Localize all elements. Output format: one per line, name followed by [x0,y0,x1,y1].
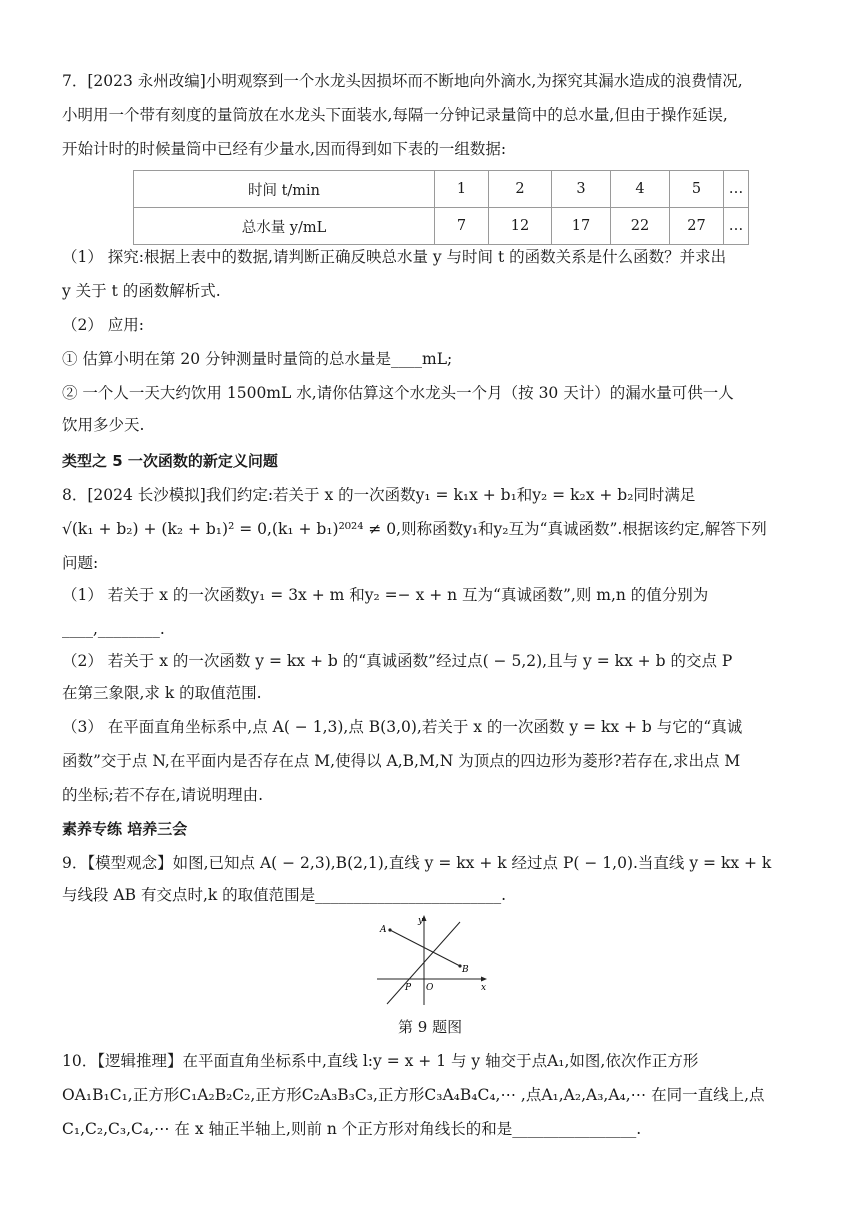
table-cell: 12 [489,208,552,245]
q8-line-3: 问题: [62,554,99,572]
table-cell: 5 [670,171,724,208]
q8-part1-line-1: （1） 若关于 x 的一次函数y₁ = 3x + m 和y₂ =− x + n 互为“真诚函数”,则 m,n 的值分别为 [62,586,709,604]
table-cell: 7 [435,208,489,245]
section-title-type5: 类型之 5 一次函数的新定义问题 [62,452,278,470]
label-o: O [426,983,434,993]
q7-line-2: 小明用一个带有刻度的量筒放在水龙头下面装水,每隔一分钟记录量筒中的总水量,但由于操作延误, [62,106,728,124]
q7-part2-b-line-1: ② 一个人一天大约饮用 1500mL 水,请你估算这个水龙头一个月（按 30 天计）的漏水量可供一人 [62,384,734,402]
table-cell: … [724,171,749,208]
q9-line-2: 与线段 AB 有交点时,k 的取值范围是________________________. [62,886,507,904]
q8-part2-line-1: （2） 若关于 x 的一次函数 y = kx + b 的“真诚函数”经过点( − 5,2),且与 y = kx + b 的交点 P [62,652,733,670]
label-a: A [380,925,387,935]
q8-line-1: 8．[2024 长沙模拟]我们约定:若关于 x 的一次函数y₁ = k₁x + b₁和y₂ = k₂x + b₂同时满足 [62,486,696,504]
table-row [134,208,749,245]
table-row [134,171,749,208]
table-cell: 22 [611,208,670,245]
q9-figure-caption: 第 9 题图 [398,1018,463,1036]
table-header-volume: 总水量 y/mL [134,208,435,245]
q8-part3-line-2: 函数”交于点 N,在平面内是否存在点 M,使得以 A,B,M,N 为顶点的四边形为菱形?若存在,求出点 M [62,752,741,770]
q9-figure [375,912,490,1007]
x-axis-label: x [481,983,487,993]
table-cell: 1 [435,171,489,208]
table-cell: … [724,208,749,245]
table-cell: 2 [489,171,552,208]
table-cell: 27 [670,208,724,245]
table-cell: 3 [552,171,611,208]
q7-part2-a: ① 估算小明在第 20 分钟测量时量筒的总水量是____mL; [62,350,453,368]
label-b: B [462,965,469,975]
q10-line-3: C₁,C₂,C₃,C₄,⋯ 在 x 轴正半轴上,则前 n 个正方形对角线长的和是________________. [62,1120,642,1138]
q8-part3-line-3: 的坐标;若不存在,请说明理由. [62,786,264,804]
q10-line-2: OA₁B₁C₁,正方形C₁A₂B₂C₂,正方形C₂A₃B₃C₃,正方形C₃A₄B₄C₄,⋯ ,点A₁,A₂,A₃,A₄,⋯ 在同一直线上,点 [62,1086,765,1104]
q7-data-table [133,170,749,245]
q9-line-1: 9．【模型观念】如图,已知点 A( − 2,3),B(2,1),直线 y = kx + k 经过点 P( − 1,0).当直线 y = kx + k [62,854,772,872]
q8-part2-line-2: 在第三象限,求 k 的取值范围. [62,684,262,702]
table-header-time: 时间 t/min [134,171,435,208]
label-p: P [405,983,412,993]
q8-line-2: √(k₁ + b₂) + (k₂ + b₁)² = 0,(k₁ + b₁)²⁰²⁴ ≠ 0,则称函数y₁和y₂互为“真诚函数”.根据该约定,解答下列 [62,520,767,538]
q7-line-3: 开始计时的时候量筒中已经有少量水,因而得到如下表的一组数据: [62,140,507,158]
q8-part3-line-1: （3） 在平面直角坐标系中,点 A( − 1,3),点 B(3,0),若关于 x 的一次函数 y = kx + b 与它的“真诚 [62,718,743,736]
q8-part1-line-2: ____,________. [62,620,165,638]
table-cell: 17 [552,208,611,245]
q7-part2-title: （2） 应用: [62,316,145,334]
q7-part1-line-1: （1） 探究:根据上表中的数据,请判断正确反映总水量 y 与时间 t 的函数关系是什么函数？并求出 [62,248,727,266]
q7-part2-b-line-2: 饮用多少天. [62,416,145,434]
x-axis-arrow [481,977,487,982]
section-title-literacy: 素养专练 培养三会 [62,820,188,838]
y-axis-label: y [418,916,424,926]
point-a [388,928,391,931]
q10-line-1: 10．【逻辑推理】在平面直角坐标系中,直线 l:y = x + 1 与 y 轴交于点A₁,如图,依次作正方形 [62,1052,699,1070]
q7-part1-line-2: y 关于 t 的函数解析式. [62,282,221,300]
table-cell: 4 [611,171,670,208]
q7-line-1: 7．[2023 永州改编]小明观察到一个水龙头因损坏而不断地向外滴水,为探究其漏水造成的浪费情况, [62,72,743,90]
